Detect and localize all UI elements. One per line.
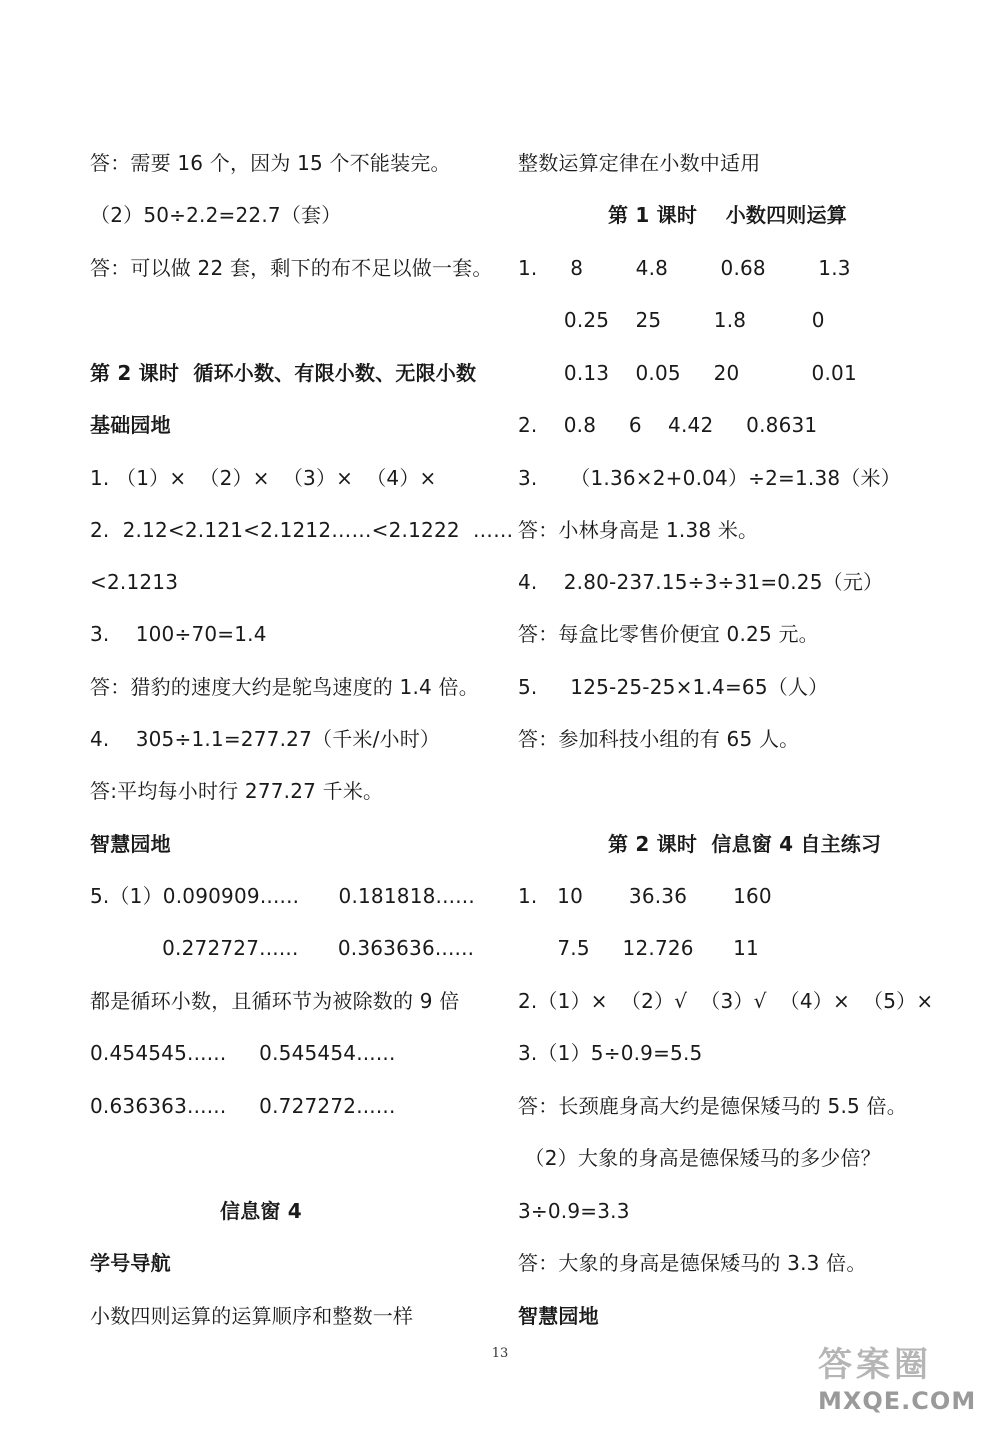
text-line: 1. （1）× （2）× （3）× （4）× <box>90 466 437 490</box>
text-line: 答：可以做 22 套，剩下的布不足以做一套。 <box>90 256 493 280</box>
text-line: 0.25 25 1.8 0 <box>518 308 825 332</box>
text-line: 0.13 0.05 20 0.01 <box>518 361 857 385</box>
subsection-heading: 学号导航 <box>90 1251 171 1275</box>
text-line: 答：长颈鹿身高大约是德保矮马的 5.5 倍。 <box>518 1094 907 1118</box>
text-line: 答：大象的身高是德保矮马的 3.3 倍。 <box>518 1251 867 1275</box>
text-line: （2）大象的身高是德保矮马的多少倍？ <box>518 1146 881 1170</box>
text-line: 2. 0.8 6 4.42 0.8631 <box>518 413 818 437</box>
subsection-heading: 智慧园地 <box>90 832 171 856</box>
text-line: <2.1213 <box>90 570 179 594</box>
text-line: 4. 305÷1.1=277.27（千米/小时） <box>90 727 441 751</box>
text-line: 整数运算定律在小数中适用 <box>518 151 761 175</box>
text-line: 答：小林身高是 1.38 米。 <box>518 518 759 542</box>
watermark <box>806 1337 986 1421</box>
text-line: 3. 100÷70=1.4 <box>90 622 267 646</box>
text-line: 答：每盒比零售价便宜 0.25 元。 <box>518 622 819 646</box>
text-line: 3. （1.36×2+0.04）÷2=1.38（米） <box>518 466 901 490</box>
text-line: 1. 8 4.8 0.68 1.3 <box>518 256 851 280</box>
text-line: 0.636363...... 0.727272...... <box>90 1094 396 1118</box>
text-line: 答：参加科技小组的有 65 人。 <box>518 727 800 751</box>
text-line: 1. 10 36.36 160 <box>518 884 772 908</box>
text-line: 3÷0.9=3.3 <box>518 1199 630 1223</box>
section-heading: 第 2 课时 信息窗 4 自主练习 <box>608 832 882 856</box>
watermark-logo: 答案圈 <box>818 1345 932 1385</box>
text-line: 0.454545...... 0.545454...... <box>90 1041 396 1065</box>
section-heading: 第 1 课时 小数四则运算 <box>608 203 847 227</box>
text-line: 3.（1）5÷0.9=5.5 <box>518 1041 703 1065</box>
text-line: 答：猎豹的速度大约是鸵鸟速度的 1.4 倍。 <box>90 675 479 699</box>
text-line: （2）50÷2.2=22.7（套） <box>90 203 342 227</box>
section-heading: 信息窗 4 <box>220 1199 302 1223</box>
text-line: 4. 2.80-237.15÷3÷31=0.25（元） <box>518 570 884 594</box>
subsection-heading: 基础园地 <box>90 413 171 437</box>
text-line: 5.（1）0.090909...... 0.181818...... <box>90 884 475 908</box>
text-line: 小数四则运算的运算顺序和整数一样 <box>90 1304 414 1328</box>
text-line: 2. 2.12<2.121<2.1212……<2.1222 …… <box>90 518 514 542</box>
watermark-url: MXQE.COM <box>818 1387 977 1415</box>
text-line: 0.272727...... 0.363636...... <box>90 936 475 960</box>
text-line: 7.5 12.726 11 <box>518 936 759 960</box>
text-line: 5. 125-25-25×1.4=65（人） <box>518 675 829 699</box>
text-line: 答:平均每小时行 277.27 千米。 <box>90 779 384 803</box>
section-heading: 第 2 课时 循环小数、有限小数、无限小数 <box>90 361 477 385</box>
text-line: 2.（1）× （2）√ （3）√ （4）× （5）× <box>518 989 934 1013</box>
page-number: 13 <box>491 1346 509 1361</box>
text-line: 都是循环小数，且循环节为被除数的 9 倍 <box>90 989 460 1013</box>
text-line: 答：需要 16 个，因为 15 个不能装完。 <box>90 151 451 175</box>
subsection-heading: 智慧园地 <box>518 1304 599 1328</box>
